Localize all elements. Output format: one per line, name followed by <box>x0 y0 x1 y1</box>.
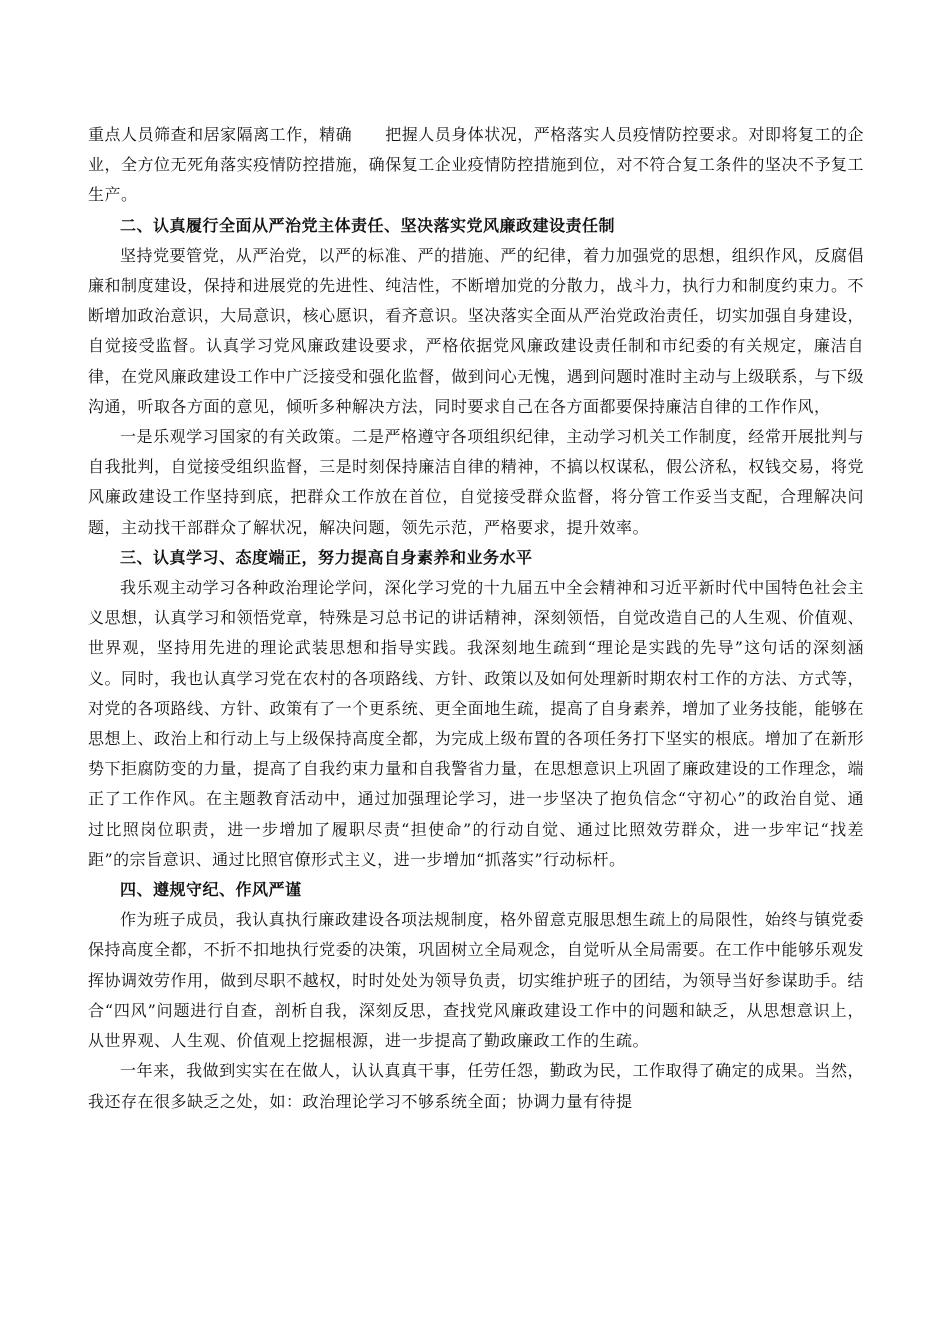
paragraph-epidemic-control: 重点人员筛查和居家隔离工作，精确 把握人员身体状况，严格落实人员疫情防控要求。对即将复工的企业，全方位无死角落实疫情防控措施，确保复工企业疫情防控措施到位，对不符合复工条件的坚决不予复工生产。 <box>88 125 864 205</box>
document-page <box>88 120 864 1117</box>
paragraph-rules-discipline: 作为班子成员，我认真执行廉政建设各项法规制度，格外留意克服思想生疏上的局限性，始终与镇党委保持高度全都，不折不扣地执行党委的决策，巩固树立全局观念，自觉听从全局需要。在工作中能够乐观发挥协调效劳作用，做到尽职不越权，时时处处为领导负责，切实维护班子的团结，为领导当好参谋助手。结合“四风”问题进行自查，剖析自我，深刻反思，查找党风廉政建设工作中的问题和缺乏，从思想意识上，从世界观、人生观、价值观上挖掘根源，进一步提高了勤政廉政工作的生疏。 <box>88 910 864 1051</box>
section-heading-2: 二、认真履行全面从严治党主体责任、坚决落实党风廉政建设责任制 <box>120 215 616 235</box>
paragraph-year-summary: 一年来，我做到实实在在做人，认认真真干事，任劳任怨，勤政为民，工作取得了确定的成果。当然，我还存在很多缺乏之处，如：政治理论学习不够系统全面；协调力量有待提 <box>88 1061 864 1111</box>
paragraph-theory-learning: 我乐观主动学习各种政治理论学问，深化学习党的十九届五中全会精神和习近平新时代中国特色社会主义思想，认真学习和领悟党章，特殊是习总书记的讲话精神，深刻领悟，自觉改造自己的人生观、价值观、世界观，坚持用先进的理论武装思想和指导实践。我深刻地生疏到“理论是实践的先导”这句话的深刻涵义。同时，我也认真学习党在农村的各项路线、方针、政策以及如何处理新时期农村工作的方法、方式等，对党的各项路线、方针、政策有了一个更系统、更全面地生疏，提高了自身素养，增加了业务技能，能够在思想上、政治上和行动上与上级保持高度全都，为完成上级布置的各项任务打下坚实的根底。增加了在新形势下拒腐防变的力量，提高了自我约束力量和自我警省力量，在思想意识上巩固了廉政建设的工作理念，端正了工作作风。在主题教育活动中，通过加强理论学习，进一步坚决了抱负信念“守初心”的政治自觉、通过比照岗位职责，进一步增加了履职尽责“担使命”的行动自觉、通过比照效劳群众，进一步牢记“找差距”的宗旨意识、通过比照官僚形式主义，进一步增加“抓落实”行动标杆。 <box>88 578 864 869</box>
section-heading-3: 三、认真学习、态度端正，努力提高自身素养和业务水平 <box>120 547 533 567</box>
section-heading-4: 四、遵规守纪、作风严谨 <box>120 880 302 900</box>
paragraph-policy-study: 一是乐观学习国家的有关政策。二是严格遵守各项组织纪律，主动学习机关工作制度，经常开展批判与自我批判，自觉接受组织监督，三是时刻保持廉洁自律的精神，不搞以权谋私，假公济私，权钱交易，将党风廉政建设工作坚持到底，把群众工作放在首位，自觉接受群众监督，将分管工作妥当支配，合理解决问题，主动找干部群众了解状况，解决问题，领先示范，严格要求，提升效率。 <box>88 427 864 537</box>
paragraph-party-discipline: 坚持党要管党，从严治党，以严的标准、严的措施、严的纪律，着力加强党的思想，组织作风，反腐倡廉和制度建设，保持和进展党的先进性、纯洁性，不断增加党的分散力，战斗力，执行力和制度约束力。不断增加政治意识，大局意识，核心愿识，看齐意识。坚决落实全面从严治党政治责任，切实加强自身建设，自觉接受监督。认真学习党风廉政建设要求，严格依据党风廉政建设责任制和市纪委的有关规定，廉洁自律，在党风廉政建设工作中广泛接受和强化监督，做到问心无愧，遇到问题时准时主动与上级联系，与下级沟通，听取各方面的意见，倾听多种解决方法，同时要求自己在各方面都要保持廉洁自律的工作作风， <box>88 245 864 416</box>
